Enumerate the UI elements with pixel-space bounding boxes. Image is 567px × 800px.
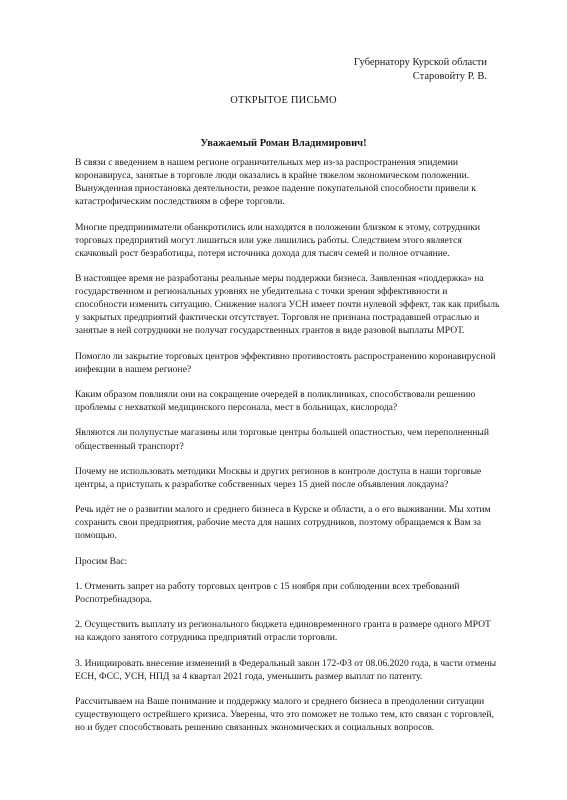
- paragraph: Почему не использовать методики Москвы и других регионов в контроле доступа в наши торговые центры, а приступать к разработке собственных через 15 дней после объявления локдауна?: [75, 465, 482, 490]
- paragraph: Каким образом повлияли они на сокращение очередей в поликлиниках, способствовали решению проблемы с нехваткой медицинского персонала, мест в больницах, кислорода?: [75, 389, 476, 414]
- paragraph: В настоящее время не разработаны реальные меры поддержки бизнеса. Заявленная «поддержка» на государственном и региональных уровнях не убедительна с точки зрения эффективности и способности изменить ситуацию. Снижение налога УСН имеет почти нулевой эффект, так как прибыль у закрытых предприятий фактически отсутствует. Торговля не признана пострадавшей отраслью и занятые в ней сотрудники не получат государственных грантов в виде разовой выплаты МРОТ.: [75, 273, 500, 337]
- letter-body: [75, 156, 500, 747]
- paragraph: В связи с введением в нашем регионе ограничительных мер из-за распространения эпидемии коронавируса, занятые в торговле люди оказались в крайне тяжелом экономическом положении. Вынужденная приостановка деятельности, резкое падение покупательной способности привели к катастрофическим последствиям в сфере торговли.: [75, 157, 476, 208]
- letter-greeting: Уважаемый Роман Владимирович!: [200, 138, 367, 149]
- request-item: 1. Отменить запрет на работу торговых центров с 15 ноября при соблюдении всех требований Роспотребнадзора.: [75, 580, 460, 606]
- paragraph: Помогло ли закрытие торговых центров эффективно противостоять распространению коронавирусной инфекции в нашем регионе?: [75, 350, 496, 375]
- paragraph: Многие предприниматели обанкротились или находятся в положении близком к этому, сотрудники торговых предприятий могут лишиться или уже лишились работы. Следствием этого является скачковый рост безработицы, потеря источника дохода для тысяч семей и полное отчаяние.: [75, 221, 481, 259]
- addressee-position: Губернатору Курской области: [353, 57, 487, 68]
- closing-paragraph: Рассчитываем на Ваше понимание и поддержку малого и среднего бизнеса в преодолении ситуации существующего острейшего кризиса. Уверены, что это поможет не только тем, кто связан с торговлей, но и будет способствовать решению связанных экономических и социальных вопросов.: [75, 696, 494, 734]
- request-item: 2. Осуществить выплату из регионального бюджета единовременного гранта в размере одного МРОТ на каждого занятого сотрудника предприятий отрасли торговли.: [75, 619, 491, 644]
- request-item: 3. Инициировать внесение изменений в Федеральный закон 172-ФЗ от 08.06.2020 года, в части отмены ЕСН, ФСС, УСН, НПД за 4 квартал 2021 года, уменьшить размер выплат по патенту.: [75, 657, 497, 682]
- addressee-block: [354, 56, 487, 84]
- paragraph: Являются ли полупустые магазины или торговые центры большей опастностью, чем переполненный общественный транспорт?: [75, 427, 490, 452]
- paragraph: Речь идёт не о развитии малого и среднего бизнеса в Курске и области, а о его выживании. Мы хотим сохранить свои предприятия, рабочие места для наших сотрудников, поэтому обращаемся к Вам за помощью.: [75, 504, 491, 542]
- addressee-name: Старовойту Р. В.: [412, 71, 487, 82]
- letter-title: ОТКРЫТОЕ ПИСЬМО: [230, 95, 337, 106]
- request-heading: Просим Вас:: [75, 555, 128, 567]
